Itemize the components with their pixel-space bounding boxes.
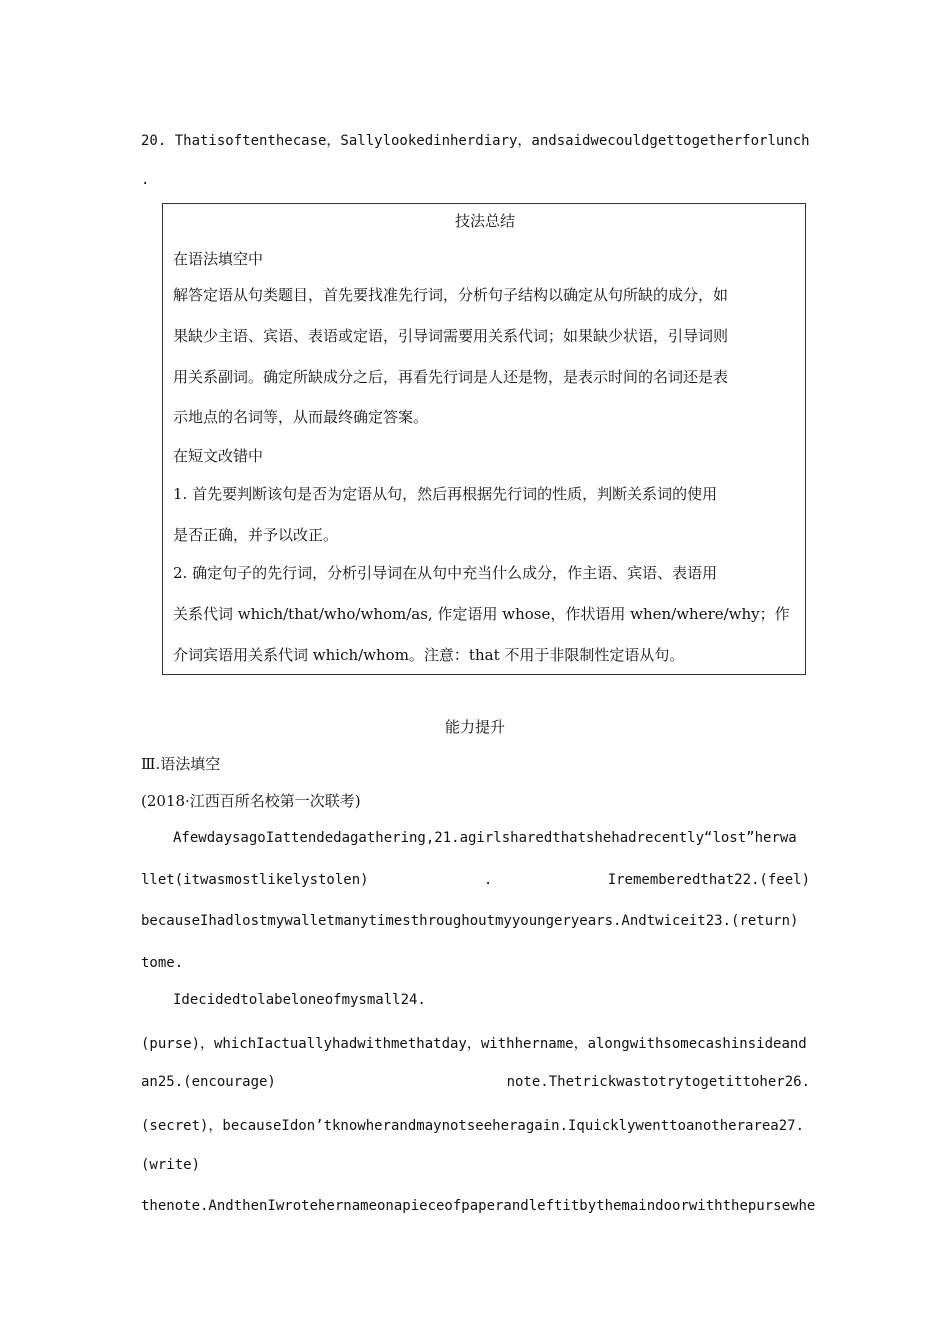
- technique-summary-box: [162, 203, 806, 675]
- summary-title: 技法总结: [454, 212, 515, 230]
- passage-line: Idecidedtolabeloneofmysmall24.: [173, 992, 426, 1008]
- summary-section2-line: 是否正确，并予以改正。: [173, 526, 339, 544]
- summary-section1-line: 用关系副词。确定所缺成分之后，再看先行词是人还是物，是表示时间的名词还是表: [173, 368, 729, 386]
- ability-title: 能力提升: [444, 718, 505, 736]
- passage-fragment: llet(itwasmostlikelystolen): [141, 872, 369, 888]
- passage-line: (purse)，whichIactuallyhadwithmethatday，withhername，alongwithsomecashinsideand: [141, 1036, 807, 1052]
- passage-line: (secret)，becauseIdon’tknowherandmaynotseeheragain.Iquicklywenttoanotherarea27.: [141, 1118, 805, 1134]
- passage-fragment: Irememberedthat22.(feel): [607, 872, 810, 888]
- passage-line: becauseIhadlostmywalletmanytimesthroughoutmyyoungeryears.Andtwiceit23.(return): [141, 913, 799, 929]
- summary-section1-line: 示地点的名词等，从而最终确定答案。: [173, 408, 429, 426]
- summary-section1-line: 解答定语从句类题目，首先要找准先行词，分析句子结构以确定从句所缺的成分，如: [173, 286, 729, 304]
- passage-fragment: an25.(encourage): [141, 1074, 276, 1090]
- question-20-text: 20. Thatisoftenthecase，Sallylookedinherdiary，andsaidwecouldgettogetherforlunch: [141, 133, 810, 149]
- source-note: (2018·江西百所名校第一次联考): [141, 792, 361, 810]
- passage-line: AfewdaysagoIattendedagathering,21.agirlsharedthatshehadrecently“lost”herwa: [173, 830, 797, 846]
- summary-section2-heading: 在短文改错中: [173, 447, 264, 465]
- summary-section2-line: 2. 确定句子的先行词，分析引导词在从句中充当什么成分，作主语、宾语、表语用: [173, 564, 718, 582]
- passage-line: [141, 1074, 810, 1090]
- passage-fragment: .: [483, 872, 493, 888]
- section-heading: Ⅲ.语法填空: [141, 755, 221, 773]
- summary-section1-line: 果缺少主语、宾语、表语或定语，引导词需要用关系代词；如果缺少状语，引导词则: [173, 327, 729, 345]
- passage-line: (write): [141, 1157, 201, 1173]
- summary-section1-heading: 在语法填空中: [173, 250, 264, 268]
- passage-line: [141, 872, 810, 888]
- question-20-end: .: [141, 172, 150, 188]
- summary-section2-line: 1. 首先要判断该句是否为定语从句，然后再根据先行词的性质，判断关系词的使用: [173, 485, 718, 503]
- passage-line: tome.: [141, 955, 184, 971]
- summary-section2-line: 介词宾语用关系代词 which/whom。注意：that 不用于非限制性定语从句。: [173, 646, 685, 664]
- passage-line: thenote.AndthenIwrotehernameonapieceofpaperandleftitbythemaindoorwiththepursewhe: [141, 1198, 816, 1214]
- passage-fragment: note.Thetrickwastotrytogetittoher26.: [506, 1074, 810, 1090]
- summary-section2-line: 关系代词 which/that/who/whom/as, 作定语用 whose，作状语用 when/where/why；作: [173, 605, 790, 623]
